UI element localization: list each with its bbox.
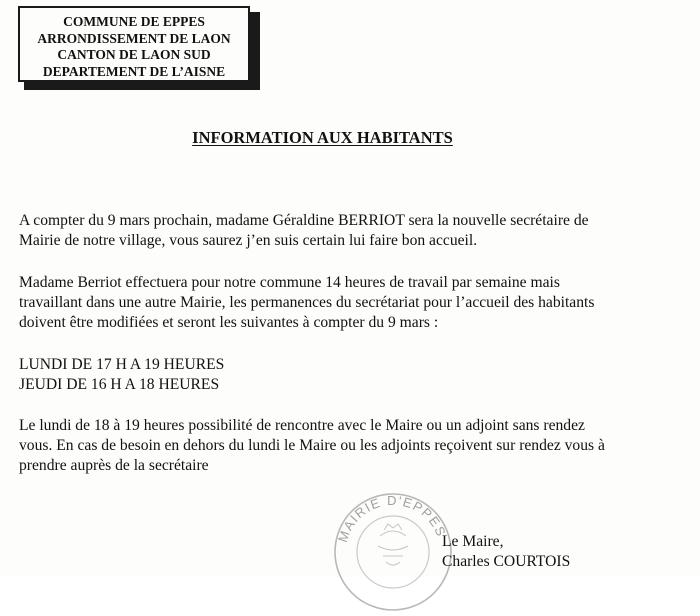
text-line: vous. En cas de besoin en dehors du lundi le Maire ou les adjoints reçoivent sur rendez vous à [19, 437, 605, 454]
text-line: prendre auprès de la secrétaire [19, 457, 209, 474]
signature-role: Le Maire, [442, 533, 504, 550]
text-line: A compter du 9 mars prochain, madame Géraldine BERRIOT sera la nouvelle secrétaire de [19, 212, 589, 229]
svg-text:MAIRIE D'EPPES [335, 493, 449, 544]
mairie-stamp-seal [328, 486, 458, 616]
text-line: Madame Berriot effectuera pour notre commune 14 heures de travail par semaine mais [19, 274, 560, 291]
text-line: doivent être modifiées et seront les suivantes à compter du 9 mars : [19, 314, 439, 331]
stamp-text: MAIRIE D'EPPES [335, 492, 450, 545]
paragraph-working-hours [19, 273, 691, 333]
document-title: INFORMATION AUX HABITANTS [192, 128, 453, 147]
text-line: Le lundi de 18 à 19 heures possibilité de rencontre avec le Maire ou un adjoint sans rendez [19, 417, 585, 434]
header-line-departement: DEPARTEMENT DE L’AISNE [42, 63, 226, 79]
schedule-list [19, 355, 691, 395]
commune-header-box [18, 6, 250, 82]
header-line-arrondissement: ARRONDISSEMENT DE LAON [37, 30, 231, 46]
header-line-commune: COMMUNE DE EPPES [63, 14, 205, 29]
text-line: travaillant dans une autre Mairie, les permanences du secrétariat pour l’accueil des habitants [19, 294, 595, 311]
header-line-canton: CANTON DE LAON SUD [57, 47, 211, 62]
paragraph-meeting-info [19, 416, 691, 476]
schedule-monday: LUNDI DE 17 H A 19 HEURES [19, 356, 225, 373]
signature-name: Charles COURTOIS [442, 553, 571, 570]
text-line: Mairie de notre village, vous saurez j’en suis certain lui faire bon accueil. [19, 232, 478, 249]
paragraph-new-secretary [19, 211, 691, 251]
schedule-thursday: JEUDI DE 16 H A 18 HEURES [19, 376, 220, 393]
